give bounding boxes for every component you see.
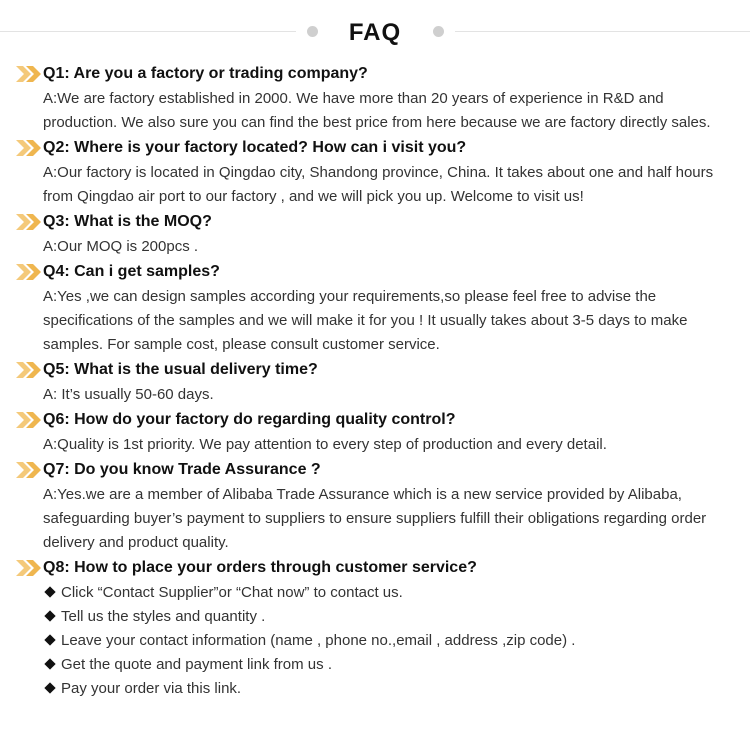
faq-answer: A:We are factory established in 2000. We have more than 20 years of experience in R&D and production. We also sure you can find the best price from here because we are factory directly sales. (43, 90, 711, 131)
header-divider-right (455, 31, 750, 32)
header-divider-left (0, 31, 296, 32)
list-item-text: Leave your contact information (name , phone no.,email , address ,zip code) . (61, 632, 576, 649)
faq-question (0, 457, 750, 483)
faq-question (0, 209, 750, 235)
faq-question (0, 407, 750, 433)
faq-answer: A: It’s usually 50-60 days. (43, 386, 214, 403)
page-title: FAQ (348, 19, 402, 46)
diamond-bullet-icon (44, 586, 55, 597)
double-chevron-icon (14, 212, 44, 232)
diamond-bullet-icon (44, 658, 55, 669)
list-item (43, 677, 750, 701)
list-item-text: Pay your order via this link. (61, 680, 242, 697)
faq-answer: A:Our factory is located in Qingdao city, Shandong province, China. It takes about one and half hours from Qingdao air port to our factory , and we will pick you up. Welcome to visit us! (43, 164, 714, 205)
double-chevron-icon (14, 360, 44, 380)
question-text: Q2: Where is your factory located? How can i visit you? (43, 139, 467, 156)
list-item (43, 629, 750, 653)
faq-question (0, 135, 750, 161)
double-chevron-icon (14, 410, 44, 430)
double-chevron-icon (14, 558, 44, 578)
faq-item (0, 457, 750, 555)
faq-answer: A:Quality is 1st priority. We pay attention to every step of production and every detail. (43, 436, 607, 453)
header-dot-right (433, 26, 444, 37)
question-text: Q3: What is the MOQ? (43, 213, 212, 230)
order-steps-list (0, 581, 750, 701)
question-text: Q7: Do you know Trade Assurance ? (43, 461, 321, 478)
double-chevron-icon (14, 64, 44, 84)
question-text: Q1: Are you a factory or trading company? (43, 65, 368, 82)
faq-question (0, 61, 750, 87)
double-chevron-icon (14, 460, 44, 480)
faq-item (0, 357, 750, 407)
faq-item (0, 407, 750, 457)
list-item (43, 605, 750, 629)
faq-item (0, 61, 750, 135)
double-chevron-icon (14, 138, 44, 158)
faq-question (0, 357, 750, 383)
header-dot-left (307, 26, 318, 37)
list-item (43, 581, 750, 605)
faq-answer: A:Our MOQ is 200pcs . (43, 238, 199, 255)
faq-item (0, 209, 750, 259)
list-item (43, 653, 750, 677)
faq-item (0, 135, 750, 209)
question-text: Q8: How to place your orders through customer service? (43, 559, 477, 576)
question-text: Q5: What is the usual delivery time? (43, 361, 318, 378)
faq-item (0, 259, 750, 357)
faq-list (0, 61, 750, 701)
faq-answer: A:Yes ,we can design samples according your requirements,so please feel free to advise the specifications of the samples and we will make it for you ! It usually takes about 3-5 days to make samples. For sample cost, please consult customer service. (43, 288, 688, 353)
faq-item-ordering (0, 555, 750, 701)
faq-answer: A:Yes.we are a member of Alibaba Trade Assurance which is a new service provided by Alibaba, safeguarding buyer’s payment to suppliers to ensure suppliers fulfill their obligations regarding order delivery and product quality. (43, 486, 707, 551)
question-text: Q6: How do your factory do regarding quality control? (43, 411, 456, 428)
question-text: Q4: Can i get samples? (43, 263, 220, 280)
diamond-bullet-icon (44, 610, 55, 621)
diamond-bullet-icon (44, 634, 55, 645)
faq-header (0, 14, 750, 50)
faq-question (0, 259, 750, 285)
list-item-text: Tell us the styles and quantity . (61, 608, 266, 625)
list-item-text: Get the quote and payment link from us . (61, 656, 332, 673)
list-item-text: Click “Contact Supplier”or “Chat now” to contact us. (61, 584, 403, 601)
faq-question (0, 555, 750, 581)
diamond-bullet-icon (44, 682, 55, 693)
double-chevron-icon (14, 262, 44, 282)
